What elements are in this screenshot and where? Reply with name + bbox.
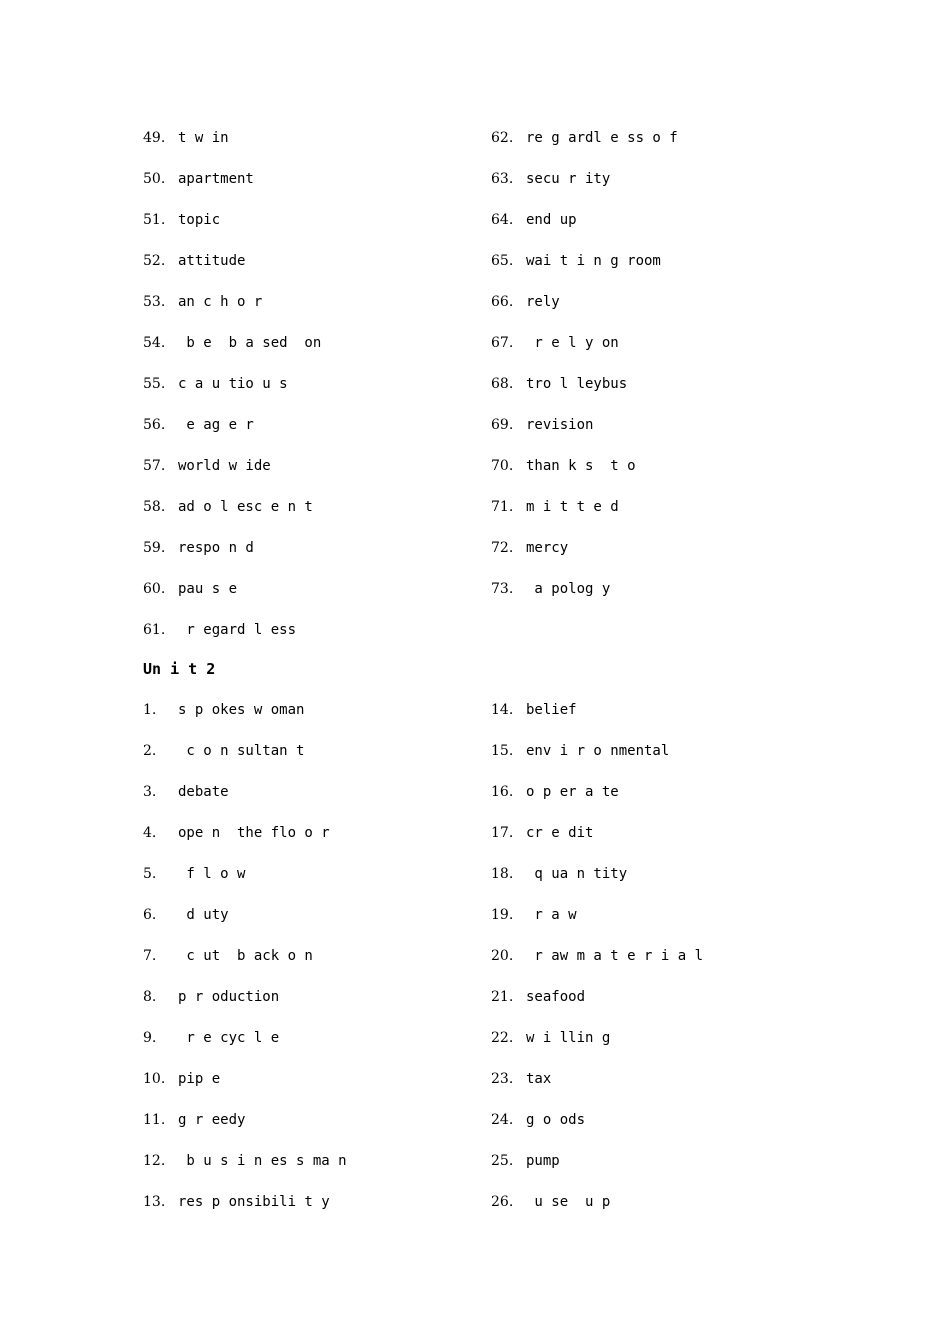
vocab-entry xyxy=(143,415,491,456)
entry-word: f l o w xyxy=(178,866,246,882)
entry-word: r e cyc l e xyxy=(178,1030,280,1046)
vocab-entry xyxy=(143,700,491,741)
entry-word: revision xyxy=(526,417,594,433)
entry-number: 20. xyxy=(491,948,514,964)
vocab-entry xyxy=(143,946,491,987)
entry-word: rely xyxy=(526,294,560,310)
vocab-entry xyxy=(143,823,491,864)
entry-number: 6. xyxy=(143,907,157,923)
entry-word: mercy xyxy=(526,540,569,556)
vocab-entry xyxy=(491,823,843,864)
vocab-entry xyxy=(491,210,843,251)
entry-number: 14. xyxy=(491,702,514,718)
entry-word: ope n the flo o r xyxy=(178,825,330,841)
entry-number: 8. xyxy=(143,989,157,1005)
entry-word: attitude xyxy=(178,253,246,269)
vocab-entry xyxy=(143,1151,491,1192)
entry-word: debate xyxy=(178,784,229,800)
entry-word: t w in xyxy=(178,130,229,146)
entry-number: 73. xyxy=(491,581,514,597)
entry-word: topic xyxy=(178,212,221,228)
empty-cell xyxy=(491,620,843,661)
entry-number: 58. xyxy=(143,499,166,515)
entry-word: w i llin g xyxy=(526,1030,611,1046)
entry-number: 70. xyxy=(491,458,514,474)
vocab-entry xyxy=(491,415,843,456)
entry-word: g r eedy xyxy=(178,1112,246,1128)
vocab-entry xyxy=(143,782,491,823)
entry-word: apartment xyxy=(178,171,254,187)
vocab-entry xyxy=(143,741,491,782)
entry-number: 19. xyxy=(491,907,514,923)
entry-number: 51. xyxy=(143,212,166,228)
vocab-entry xyxy=(143,292,491,333)
entry-number: 4. xyxy=(143,825,157,841)
entry-word: pump xyxy=(526,1153,560,1169)
entry-number: 10. xyxy=(143,1071,166,1087)
vocab-entry xyxy=(491,169,843,210)
entry-number: 21. xyxy=(491,989,514,1005)
entry-word: respo n d xyxy=(178,540,254,556)
entry-number: 65. xyxy=(491,253,514,269)
vocab-entry xyxy=(143,538,491,579)
vocab-entry xyxy=(491,579,843,620)
entry-word: re g ardl e ss o f xyxy=(526,130,678,146)
entry-word: b u s i n es s ma n xyxy=(178,1153,347,1169)
unit2-word-list xyxy=(143,700,843,1233)
entry-number: 54. xyxy=(143,335,166,351)
vocab-entry xyxy=(491,456,843,497)
vocab-entry xyxy=(143,905,491,946)
vocab-entry xyxy=(491,946,843,987)
entry-number: 9. xyxy=(143,1030,157,1046)
entry-number: 67. xyxy=(491,335,514,351)
entry-word: seafood xyxy=(526,989,586,1005)
entry-word: o p er a te xyxy=(526,784,619,800)
vocab-entry xyxy=(143,1069,491,1110)
vocab-entry xyxy=(491,1151,843,1192)
vocab-entry xyxy=(491,333,843,374)
entry-number: 50. xyxy=(143,171,166,187)
vocab-entry xyxy=(491,374,843,415)
entry-word: an c h o r xyxy=(178,294,263,310)
entry-word: world w ide xyxy=(178,458,271,474)
entry-number: 13. xyxy=(143,1194,166,1210)
entry-word: r egard l ess xyxy=(178,622,297,638)
vocab-entry xyxy=(491,1192,843,1233)
entry-number: 26. xyxy=(491,1194,514,1210)
entry-number: 72. xyxy=(491,540,514,556)
entry-number: 16. xyxy=(491,784,514,800)
entry-word: env i r o nmental xyxy=(526,743,670,759)
vocab-entry xyxy=(143,864,491,905)
entry-word: pip e xyxy=(178,1071,221,1087)
entry-number: 52. xyxy=(143,253,166,269)
vocab-entry xyxy=(143,497,491,538)
entry-number: 64. xyxy=(491,212,514,228)
entry-number: 61. xyxy=(143,622,166,638)
vocab-entry xyxy=(143,333,491,374)
vocab-entry xyxy=(143,456,491,497)
entry-number: 57. xyxy=(143,458,166,474)
entry-number: 12. xyxy=(143,1153,166,1169)
entry-word: q ua n tity xyxy=(526,866,628,882)
vocab-entry xyxy=(491,292,843,333)
entry-word: than k s t o xyxy=(526,458,636,474)
entry-number: 63. xyxy=(491,171,514,187)
entry-word: e ag e r xyxy=(178,417,254,433)
vocab-entry xyxy=(143,210,491,251)
entry-number: 18. xyxy=(491,866,514,882)
entry-word: c ut b ack o n xyxy=(178,948,313,964)
entry-word: d uty xyxy=(178,907,229,923)
vocab-entry xyxy=(491,741,843,782)
entry-word: ad o l esc e n t xyxy=(178,499,313,515)
vocab-entry xyxy=(491,1028,843,1069)
entry-number: 53. xyxy=(143,294,166,310)
entry-number: 15. xyxy=(491,743,514,759)
entry-number: 17. xyxy=(491,825,514,841)
entry-word: a polog y xyxy=(526,581,611,597)
vocab-entry xyxy=(491,864,843,905)
entry-word: g o ods xyxy=(526,1112,586,1128)
entry-number: 60. xyxy=(143,581,166,597)
entry-number: 59. xyxy=(143,540,166,556)
entry-number: 5. xyxy=(143,866,157,882)
vocab-entry xyxy=(143,374,491,415)
entry-word: cr e dit xyxy=(526,825,594,841)
entry-word: r e l y on xyxy=(526,335,619,351)
entry-word: belief xyxy=(526,702,577,718)
entry-word: tro l leybus xyxy=(526,376,628,392)
vocab-entry xyxy=(491,905,843,946)
entry-number: 25. xyxy=(491,1153,514,1169)
entry-word: secu r ity xyxy=(526,171,611,187)
vocab-entry xyxy=(491,782,843,823)
vocab-entry xyxy=(143,620,491,661)
entry-word: m i t t e d xyxy=(526,499,619,515)
entry-number: 3. xyxy=(143,784,157,800)
entry-word: pau s e xyxy=(178,581,238,597)
vocab-entry xyxy=(143,987,491,1028)
vocab-entry xyxy=(143,1110,491,1151)
entry-word: c o n sultan t xyxy=(178,743,305,759)
unit1-word-list xyxy=(143,128,843,661)
vocab-entry xyxy=(143,251,491,292)
entry-number: 1. xyxy=(143,702,157,718)
vocab-entry xyxy=(491,251,843,292)
vocab-entry xyxy=(143,169,491,210)
entry-number: 62. xyxy=(491,130,514,146)
entry-word: res p onsibili t y xyxy=(178,1194,330,1210)
entry-number: 71. xyxy=(491,499,514,515)
entry-number: 22. xyxy=(491,1030,514,1046)
entry-word: tax xyxy=(526,1071,552,1087)
entry-word: r aw m a t e r i a l xyxy=(526,948,704,964)
entry-number: 66. xyxy=(491,294,514,310)
vocab-entry xyxy=(143,579,491,620)
entry-number: 23. xyxy=(491,1071,514,1087)
vocab-entry xyxy=(143,128,491,169)
entry-number: 56. xyxy=(143,417,166,433)
vocab-entry xyxy=(491,128,843,169)
vocab-entry xyxy=(491,1110,843,1151)
vocab-entry xyxy=(491,987,843,1028)
entry-number: 2. xyxy=(143,743,157,759)
entry-number: 7. xyxy=(143,948,157,964)
vocab-entry xyxy=(491,497,843,538)
entry-word: b e b a sed on xyxy=(178,335,322,351)
entry-number: 69. xyxy=(491,417,514,433)
entry-number: 49. xyxy=(143,130,166,146)
vocab-entry xyxy=(143,1192,491,1233)
entry-number: 11. xyxy=(143,1112,166,1128)
entry-word: s p okes w oman xyxy=(178,702,305,718)
vocab-entry xyxy=(143,1028,491,1069)
entry-number: 68. xyxy=(491,376,514,392)
entry-word: u se u p xyxy=(526,1194,611,1210)
entry-word: p r oduction xyxy=(178,989,280,1005)
entry-word: c a u tio u s xyxy=(178,376,288,392)
entry-number: 55. xyxy=(143,376,166,392)
entry-word: wai t i n g room xyxy=(526,253,661,269)
vocab-entry xyxy=(491,700,843,741)
unit2-heading: Un i t 2 xyxy=(143,660,216,678)
entry-number: 24. xyxy=(491,1112,514,1128)
entry-word: r a w xyxy=(526,907,577,923)
vocab-entry xyxy=(491,538,843,579)
entry-word: end up xyxy=(526,212,577,228)
vocab-entry xyxy=(491,1069,843,1110)
